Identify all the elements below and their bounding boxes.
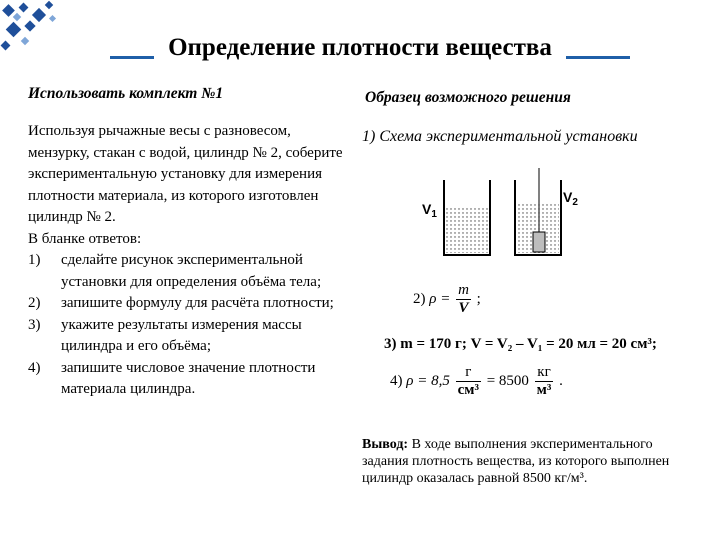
list-item: 3) укажите результаты измерения массы цилиндра и его объёма; [28, 316, 302, 354]
formula-result: 4) ρ = 8,5 $\frac{г}{\text{см³}}$ = 8500 $\frac{кг}{\text{м³}}$ . [390, 364, 563, 398]
list-item: 1) сделайте рисунок экспериментальной установки для определения объёма тела; [28, 252, 322, 290]
scheme-caption: 1) Схема экспериментальной установки [362, 128, 638, 145]
task-intro: Используя рычажные весы с разновесом, мензурку, стакан с водой, цилиндр № 2, соберите экспериментальную установку для измерения плотности материала, из которого изготовлен цилиндр № 2. [28, 123, 343, 225]
formula-measurements: 3) m = 170 г; V = V₂ – V₁ = 20 мл = 20 см³; [384, 336, 657, 352]
right-heading: Образец возможного решения [365, 89, 571, 106]
answer-sheet-label: В бланке ответов: [28, 230, 142, 247]
v2-label: $V_2$ [563, 189, 578, 208]
page-title: Определение плотности вещества [0, 34, 720, 62]
list-item: 4) запишите числовое значение плотности материала цилиндра. [28, 359, 316, 397]
beakers-diagram [418, 168, 588, 260]
v1-label: $V_1$ [422, 201, 437, 220]
conclusion: Вывод: В ходе выполнения экспериментального задания плотность вещества, из которого выполнен цилиндр оказалась равной 8500 кг/м³. [362, 437, 670, 486]
list-item: 2) запишите формулу для расчёта плотности; [28, 295, 334, 311]
beaker-v1 [444, 180, 490, 255]
formula-density: 2) ρ = $\frac{m}{V}$ ; [413, 282, 481, 316]
beaker-v2 [515, 168, 561, 255]
task-list [28, 250, 344, 401]
task-text [28, 121, 344, 401]
left-heading: Использовать комплект №1 [28, 85, 224, 102]
